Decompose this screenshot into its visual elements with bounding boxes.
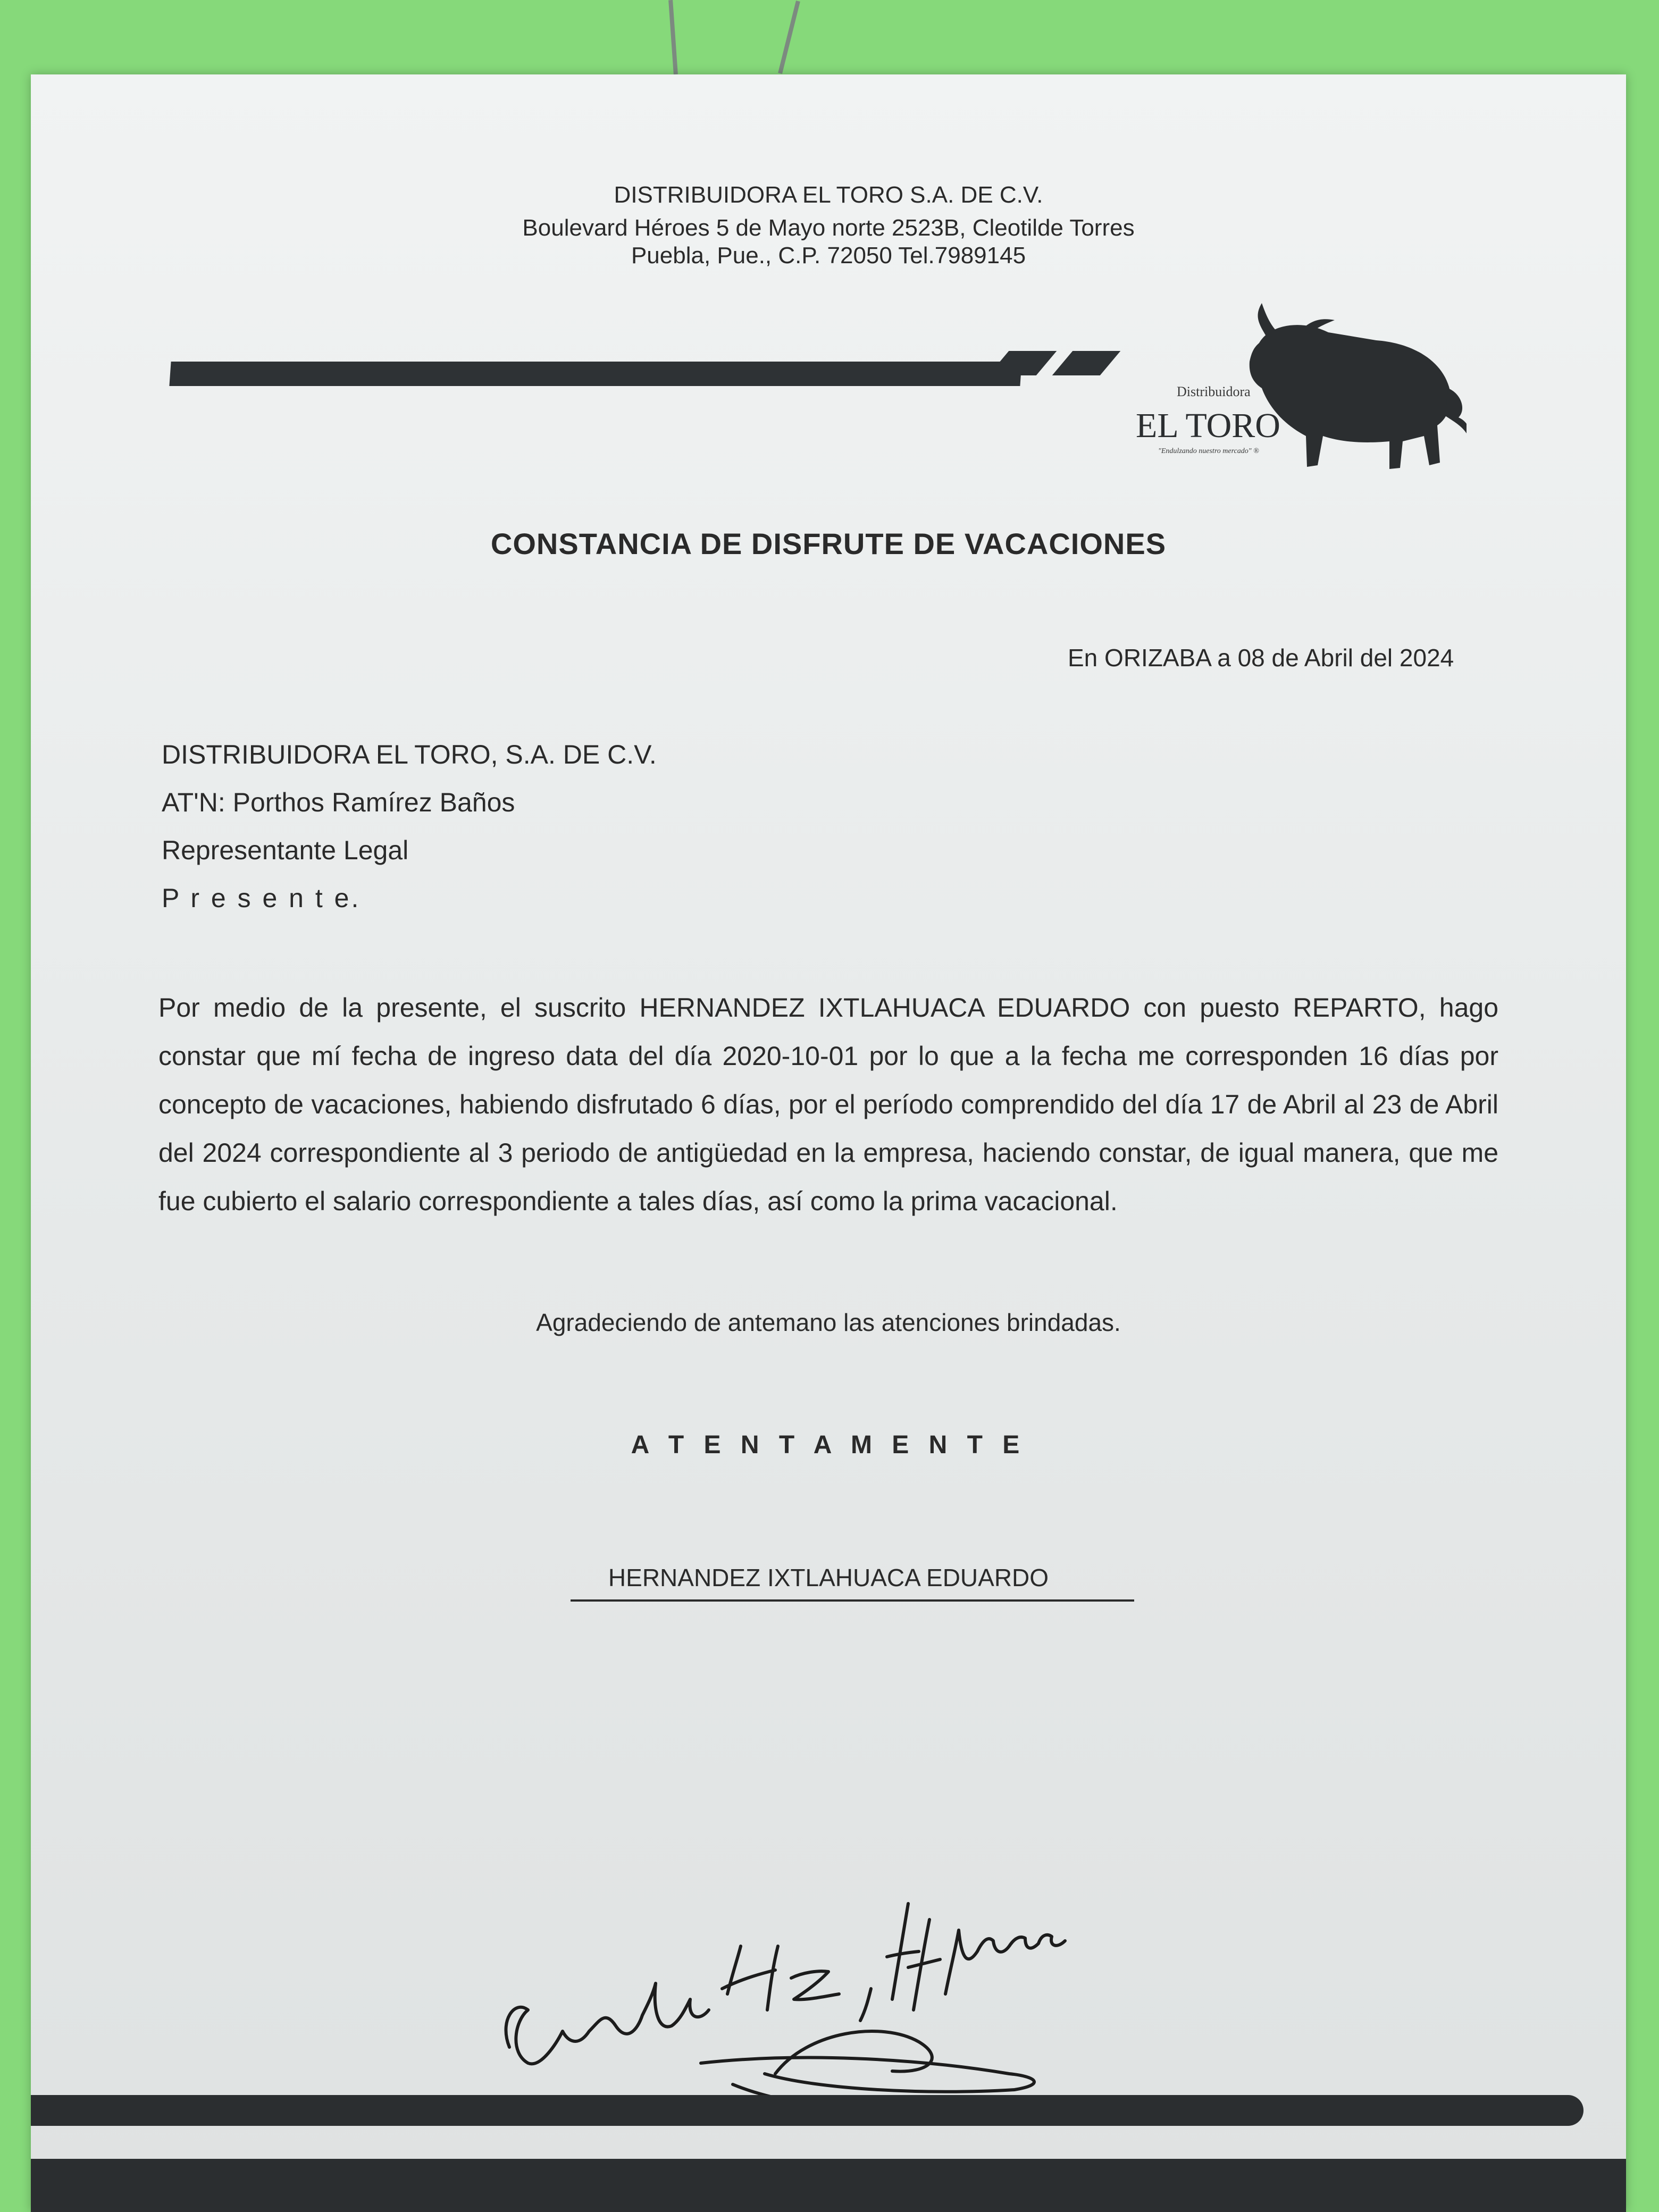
closing-line: Agradeciendo de antemano las atenciones brindadas. bbox=[536, 1309, 1121, 1336]
addressee-role: Representante Legal bbox=[162, 835, 409, 865]
addressee-attn: AT'N: Porthos Ramírez Baños bbox=[162, 787, 515, 817]
footer-bar-bottom bbox=[31, 2159, 1626, 2212]
document-title: CONSTANCIA DE DISFRUTE DE VACACIONES bbox=[490, 527, 1167, 560]
logo-tagline: "Endulzando nuestro mercado" ® bbox=[1158, 447, 1259, 455]
logo-brand: EL TORO bbox=[1136, 406, 1280, 445]
addressee-presente: P r e s e n t e. bbox=[162, 883, 361, 913]
letterhead-address-line2: Puebla, Pue., C.P. 72050 Tel.7989145 bbox=[631, 242, 1026, 269]
bull-icon bbox=[1250, 303, 1467, 469]
header-divider-segment bbox=[1052, 351, 1121, 375]
binder-wire-left bbox=[668, 0, 678, 74]
addressee-company: DISTRIBUIDORA EL TORO, S.A. DE C.V. bbox=[162, 740, 657, 769]
handwritten-signature bbox=[477, 1744, 1158, 2127]
sign-off: A T E N T A M E N T E bbox=[631, 1431, 1026, 1459]
header-divider-bar bbox=[169, 362, 1021, 386]
body-paragraph: Por medio de la presente, el suscrito HERNANDEZ IXTLAHUACA EDUARDO con puesto REPARTO, hago constar que mí fecha de ingreso data del día 2020-10-01 por lo que a la fecha me corresponden 16 días por concepto de vacaciones, habiendo disfrutado 6 días, por el período comprendido del día 17 de Abril al 23 de Abril del 2024 correspondiente al 3 periodo de antigüedad en la empresa, haciendo constar, de igual manera, que me fue cubierto el salario correspondiente a tales días, así como la prima vacacional. bbox=[158, 993, 1498, 1216]
signer-name: HERNANDEZ IXTLAHUACA EDUARDO bbox=[608, 1564, 1049, 1591]
logo-small-text: Distribuidora bbox=[1177, 384, 1251, 399]
binder-wire-right bbox=[778, 1, 800, 74]
letterhead-company: DISTRIBUIDORA EL TORO S.A. DE C.V. bbox=[614, 182, 1043, 208]
footer-bar-top bbox=[31, 2095, 1583, 2126]
document-page bbox=[31, 74, 1626, 2212]
signature-line bbox=[571, 1599, 1134, 1602]
letterhead-address-line1: Boulevard Héroes 5 de Mayo norte 2523B, Cleotilde Torres bbox=[522, 215, 1135, 241]
header-divider-segment bbox=[988, 351, 1057, 375]
date-line: En ORIZABA a 08 de Abril del 2024 bbox=[1068, 644, 1454, 672]
el-toro-logo bbox=[1126, 282, 1467, 521]
